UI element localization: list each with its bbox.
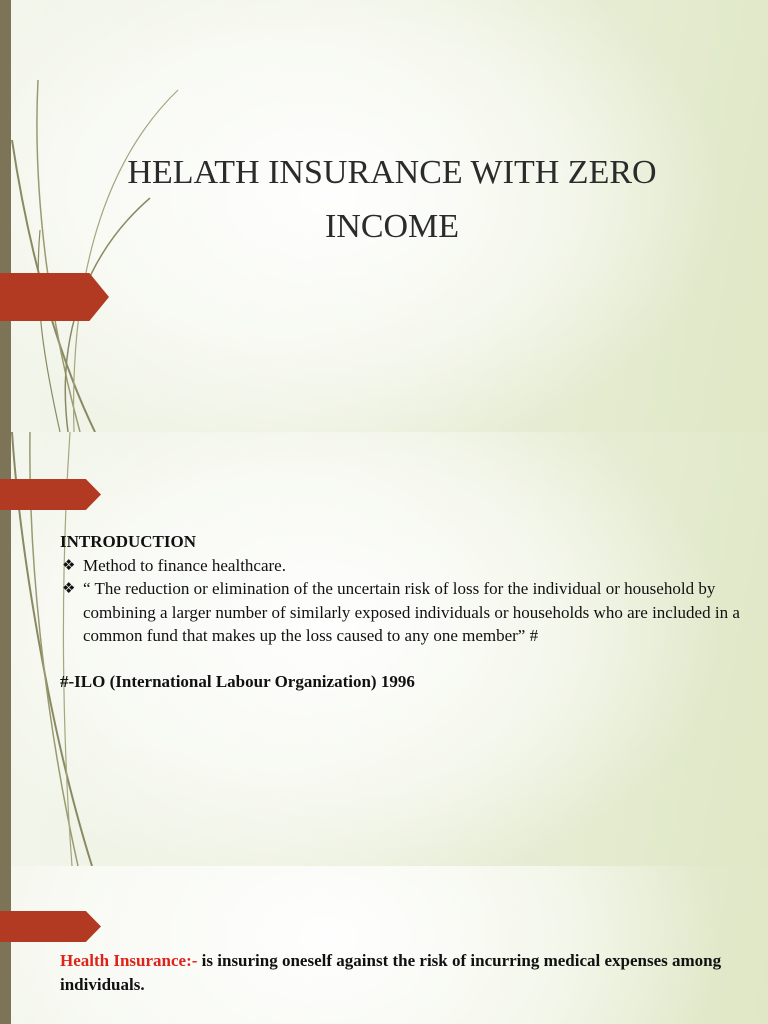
bullet-text: “ The reduction or elimination of the uncertain risk of loss for the individual or household by combining a larger number of similarly exposed individuals or households who are included in a common fund that makes up the loss caused to any one member” # <box>83 579 740 645</box>
arrow-accent-shape <box>0 273 109 321</box>
diamond-bullet-icon: ❖ <box>62 555 76 574</box>
introduction-heading: INTRODUCTION <box>60 532 197 551</box>
definition-slide <box>0 866 768 1024</box>
slide-title <box>100 146 684 254</box>
introduction-content <box>60 530 750 693</box>
bullet-text: Method to finance healthcare. <box>83 555 286 575</box>
left-accent-bar <box>0 866 11 1024</box>
definition-paragraph <box>60 949 750 997</box>
title-line-1: HELATH INSURANCE WITH ZERO <box>127 154 657 191</box>
citation-footnote: #-ILO (International Labour Organization) 1996 <box>60 671 415 691</box>
defined-term: Health Insurance:- <box>60 951 198 970</box>
arrow-accent-shape <box>0 911 101 942</box>
definition-text: is insuring oneself against the risk of incurring medical expenses among individuals. <box>60 951 722 994</box>
introduction-slide <box>0 432 768 866</box>
diamond-bullet-icon: ❖ <box>62 579 76 597</box>
title-line-2: INCOME <box>324 208 460 245</box>
list-item <box>60 554 750 578</box>
arrow-accent-shape <box>0 479 101 510</box>
title-slide <box>0 0 768 432</box>
list-item <box>60 577 750 648</box>
